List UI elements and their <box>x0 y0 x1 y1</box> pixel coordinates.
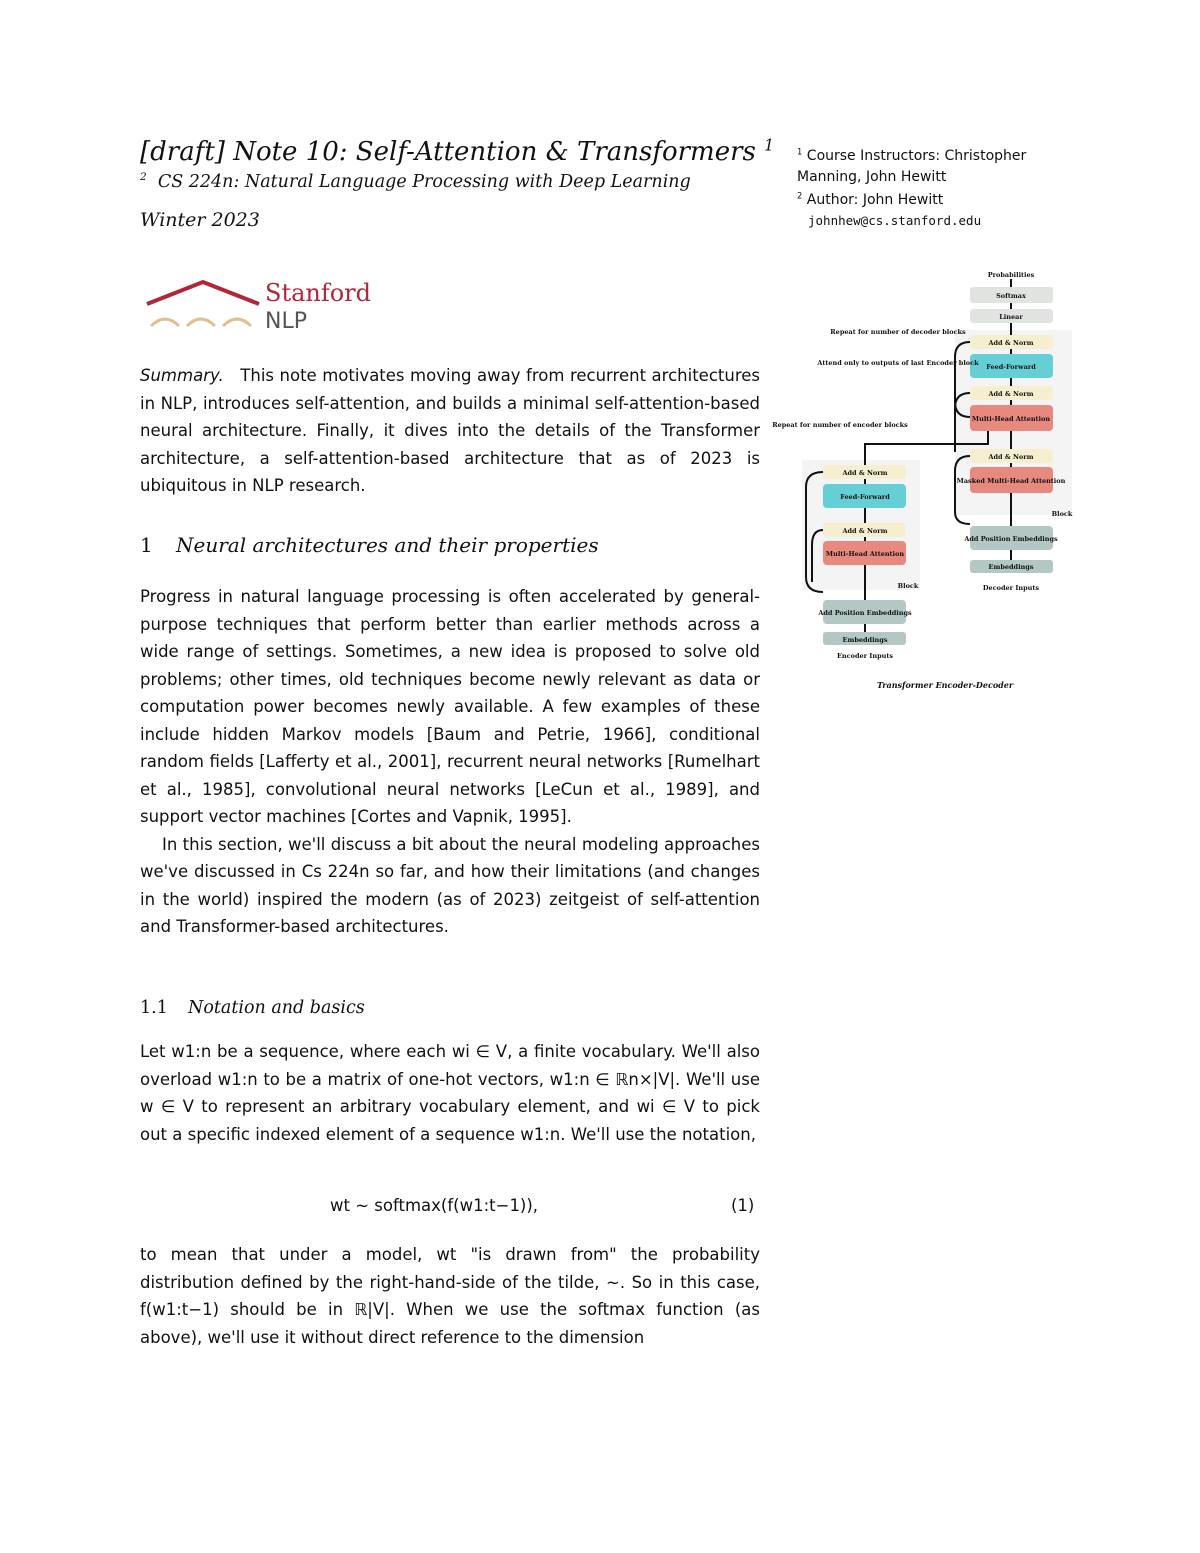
annotation-repeat-encoder: Repeat for number of encoder blocks <box>772 421 908 429</box>
subtitle-text: CS 224n: Natural Language Processing with Deep Learning <box>157 172 691 192</box>
footnote-marker: 1 <box>764 136 775 155</box>
probabilities-label: Probabilities <box>987 271 1035 279</box>
transformer-diagram <box>772 262 1080 692</box>
add-norm-label: Add & Norm <box>988 339 1034 347</box>
decoder-inputs-label: Decoder Inputs <box>982 584 1040 592</box>
logo-word-nlp: NLP <box>265 309 307 334</box>
feed-forward-label: Feed-Forward <box>840 493 890 501</box>
section-title: Neural architectures and their properties <box>176 533 599 557</box>
section-heading <box>140 533 599 557</box>
encoder-inputs-label: Encoder Inputs <box>836 652 894 660</box>
masked-attention-label: Masked Multi-Head Attention <box>956 477 1066 485</box>
paragraph: In this section, we'll discuss a bit about the neural modeling approaches we've discussed in Cs 224n so far, and how their limitations (and changes in the world) inspired the modern (as of 2023) zeitgeist of self-attention and Transformer-based architectures. <box>140 834 760 936</box>
linear-label: Linear <box>999 313 1023 321</box>
embeddings-label: Embeddings <box>988 563 1034 571</box>
multi-head-label: Multi-Head Attention <box>825 550 905 558</box>
course-subtitle <box>140 172 691 192</box>
subsection-body-continued <box>140 1241 760 1351</box>
pos-embeddings-label: Add Position Embeddings <box>964 535 1058 543</box>
author-email: johnhew@cs.stanford.edu <box>808 213 982 228</box>
section1-body <box>140 583 760 941</box>
page-title <box>140 137 774 167</box>
sidenote-instructors <box>797 146 1047 188</box>
paragraph: Let w1:n be a sequence, where each wi ∈ V, a finite vocabulary. We'll also overload w1:n to be a matrix of one-hot vectors, w1:n ∈ ℝn×|V|. We'll use w ∈ V to represent an arbitrary vocabulary element, and wi ∈ V to pick out a specific indexed element of a sequence w1:n. We'll use the notation, <box>140 1042 760 1144</box>
annotation-attend: Attend only to outputs of last Encoder block <box>817 359 979 367</box>
logo-word-stanford: Stanford <box>265 279 372 307</box>
sidenote-author <box>797 190 1047 211</box>
pos-embeddings-label: Add Position Embeddings <box>818 609 912 617</box>
multi-head-label: Multi-Head Attention <box>971 415 1051 423</box>
feed-forward-label: Feed-Forward <box>986 363 1036 371</box>
sidenote-text: Author: John Hewitt <box>806 192 944 208</box>
stanford-nlp-logo <box>145 276 385 336</box>
diagram-caption: Transformer Encoder-Decoder <box>876 680 1014 690</box>
block-label: Block <box>897 582 919 590</box>
softmax-label: Softmax <box>996 292 1026 300</box>
add-norm-label: Add & Norm <box>988 453 1034 461</box>
subsection-number: 1.1 <box>140 998 168 1018</box>
embeddings-label: Embeddings <box>842 636 888 644</box>
sidenote-text: Course Instructors: Christopher Manning, John Hewitt <box>797 148 1027 185</box>
subsection-body <box>140 1038 760 1148</box>
block-label: Block <box>1051 510 1073 518</box>
equation-1: wt ∼ softmax(f(w1:t−1)), <box>330 1196 539 1215</box>
equation-number: (1) <box>731 1196 755 1215</box>
footnote-marker: 2 <box>140 171 147 184</box>
summary-label: Summary. <box>140 366 224 385</box>
logo-arch-icon <box>145 276 385 336</box>
title-text: [draft] Note 10: Self-Attention & Transformers <box>140 137 756 167</box>
add-norm-label: Add & Norm <box>842 469 888 477</box>
footnote-marker: 2 <box>797 190 803 201</box>
summary-paragraph <box>140 362 760 500</box>
subsection-heading <box>140 998 365 1018</box>
section-number: 1 <box>140 533 153 557</box>
annotation-repeat-decoder: Repeat for number of decoder blocks <box>830 328 966 336</box>
summary-text: This note motivates moving away from recurrent architectures in NLP, introduces self-attention, and builds a minimal self-attention-based neural architecture. Finally, it dives into the details of the Transformer architecture, a self-attention-based architecture that as of 2023 is ubiquitous in NLP research. <box>140 366 760 495</box>
paragraph: Progress in natural language processing is often accelerated by general-purpose techniques that perform better than earlier methods across a wide range of settings. Sometimes, a new idea is proposed to solve old problems; other times, old techniques become newly relevant as data or computation power becomes newly available. A few examples of these include hidden Markov models [Baum and Petrie, 1966], conditional random fields [Lafferty et al., 2001], recurrent neural networks [Rumelhart et al., 1985], convolutional neural networks [LeCun et al., 1989], and support vector machines [Cortes and Vapnik, 1995]. <box>140 587 760 826</box>
term-label: Winter 2023 <box>140 209 260 231</box>
footnote-marker: 1 <box>797 146 803 157</box>
subsection-title: Notation and basics <box>188 998 365 1018</box>
add-norm-label: Add & Norm <box>988 390 1034 398</box>
add-norm-label: Add & Norm <box>842 527 888 535</box>
paragraph: to mean that under a model, wt "is drawn from" the probability distribution defined by the right-hand-side of the tilde, ∼. So in this case, f(w1:t−1) should be in ℝ|V|. When we use the softmax function (as above), we'll use it without direct reference to the dimension <box>140 1245 760 1347</box>
